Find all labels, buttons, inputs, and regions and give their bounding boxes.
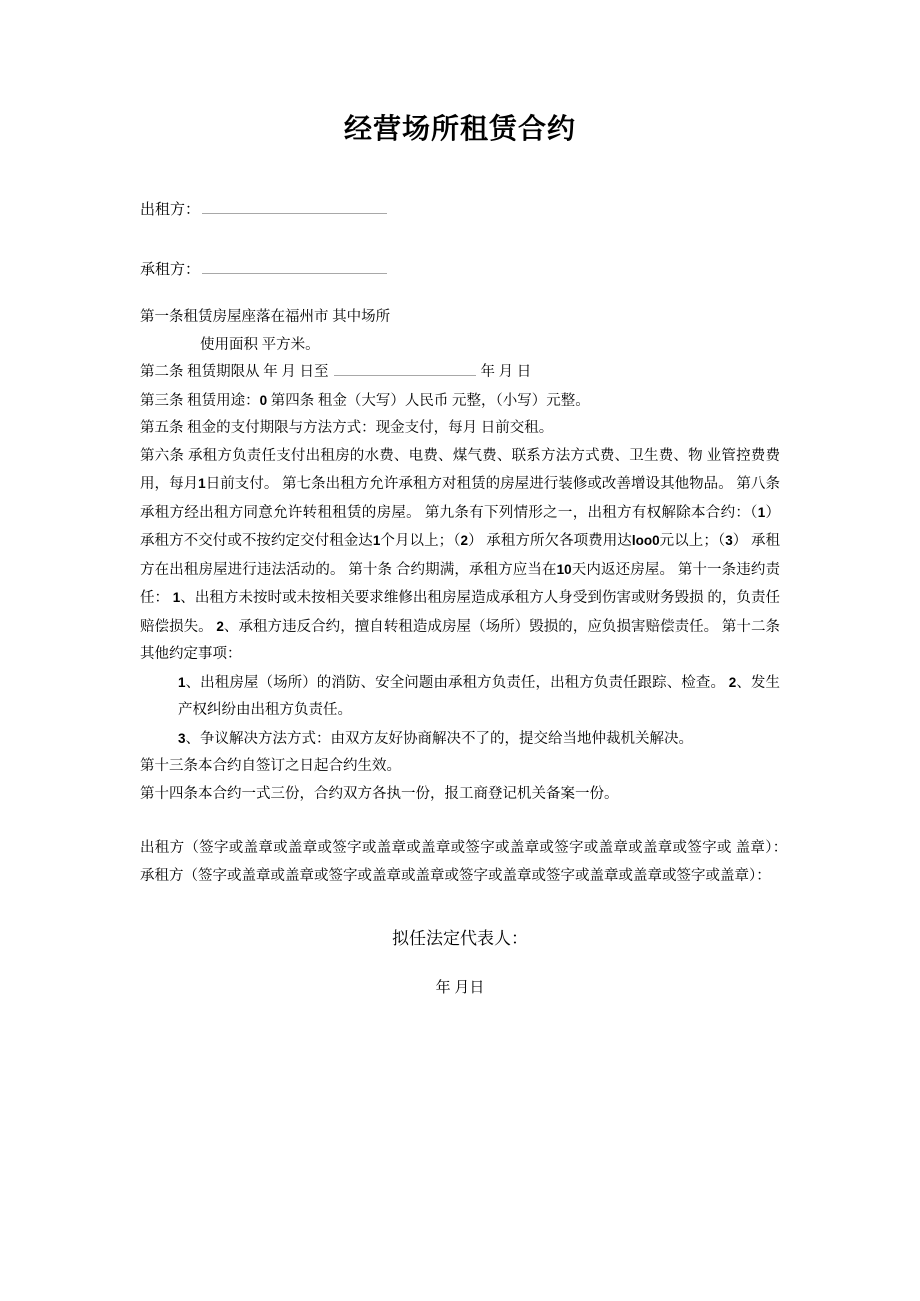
bold-number: 1: [757, 504, 766, 520]
clause-2-suffix: 年 月 日: [480, 364, 532, 380]
document-title: 经营场所租赁合约: [343, 114, 576, 145]
clause-2: [140, 359, 780, 387]
text-segment: 日前支付。 第七条出租方允许承租方对租赁的房屋进行装修或改善增设其他物品。 第八条承租方经出租方同意允许转租租赁的房屋。 第九条有下列情形之一，出租方有权解除本合约：（: [140, 476, 780, 521]
lessor-blank-line: [202, 199, 387, 214]
text-segment: ） 承租方所欠各项费用达: [468, 533, 632, 549]
clause-2-prefix: 第二条 租赁期限从 年 月 日至: [140, 364, 329, 380]
bold-number: 1: [172, 590, 181, 605]
clause-6-to-12: [140, 443, 780, 669]
bold-number: 10: [556, 561, 572, 577]
bold-number: 1: [198, 476, 206, 491]
clause-13: 第十三条本合约自签订之日起合约生效。: [140, 758, 401, 774]
text-segment: 、出租房屋（场所）的消防、安全问题由承租方负责任，出租方负责任跟踪、检查。: [185, 674, 729, 691]
date-line: 年 月日: [435, 980, 485, 996]
lessee-blank-line: [202, 259, 387, 274]
clause-1-line-1: 第一条租赁房屋座落在福州市 其中场所: [140, 309, 391, 325]
lessor-line: [140, 198, 780, 222]
contract-body: [140, 304, 853, 890]
text-segment: 第四条 租金（大写）人民币 元整，（小写）元整。: [267, 392, 590, 409]
bold-number: 2: [460, 533, 469, 548]
text-segment: 、承租方违反合约，擅自转租造成房屋（场所）毁损的，应负损害赔偿责任。 第十二条其他约定事项：: [140, 618, 780, 662]
bold-number: 3: [725, 533, 733, 548]
clause-1-line-2: 使用面积 平方米。: [200, 336, 320, 353]
bold-number: 0: [259, 392, 268, 408]
clause-2-blank-line: [334, 361, 476, 376]
lessee-label: 承租方：: [140, 262, 201, 278]
signature-line: 出租方（签字或盖章或盖章或签字或盖章或盖章或签字或盖章或签字或盖章或盖章或签字或 盖章）： 承租方（签字或盖章或盖章或签字或盖章或盖章或签字或盖章或签字或盖章或盖章或签字或盖章）：: [140, 840, 853, 884]
text-segment: ） 承租方在出租房屋进行违法活动的。 第十条 合约期满，承租方应当在: [140, 533, 781, 578]
text-segment: 、出租方未按时或未按相关要求维修出租房屋造成承租方人身受到伤害或财务毁损 的，负责任赔偿损失。: [140, 590, 781, 635]
text-segment: 、争议解决方法方式：由双方友好协商解决不了的，提交给当地仲裁机关解决。: [185, 730, 694, 747]
clause-14: 第十四条本合约一式三份，合约双方各执一份，报工商登记机关备案一份。: [140, 785, 619, 802]
bold-number: 2: [216, 618, 224, 634]
other-item-3: [140, 725, 780, 754]
text-segment: 个月以上；（: [380, 533, 461, 549]
other-item-1-2: [140, 669, 780, 725]
legal-representative-label: 拟任法定代表人：: [392, 929, 528, 948]
text-segment: 、发生产权纠纷由出租方负责任。: [178, 674, 781, 718]
bold-number: 3: [178, 730, 186, 746]
lessee-line: [140, 258, 780, 282]
text-segment: 第三条 租赁用途：: [140, 392, 260, 409]
clause-5: 第五条 租金的支付期限与方法方式：现金支付，每月 日前交租。: [140, 420, 554, 436]
text-segment: 元以上；（: [659, 533, 726, 549]
bold-number: 1: [178, 674, 186, 690]
bold-number: loo0: [631, 533, 660, 548]
bold-number: 1: [372, 533, 381, 548]
text-segment: 天内返还房屋。 第十一条违约责任：: [140, 561, 781, 606]
clause-3-4: [140, 387, 780, 416]
text-segment: 第六条 承租方负责任支付出租房的水费、电费、煤气费、联系方法方式费、卫生费、物 业管控费费用，每月: [140, 447, 780, 492]
bold-number: 2: [728, 674, 737, 690]
lessor-label: 出租方：: [140, 202, 201, 218]
text-segment: ） 承租方不交付或不按约定交付租金达: [140, 504, 781, 549]
